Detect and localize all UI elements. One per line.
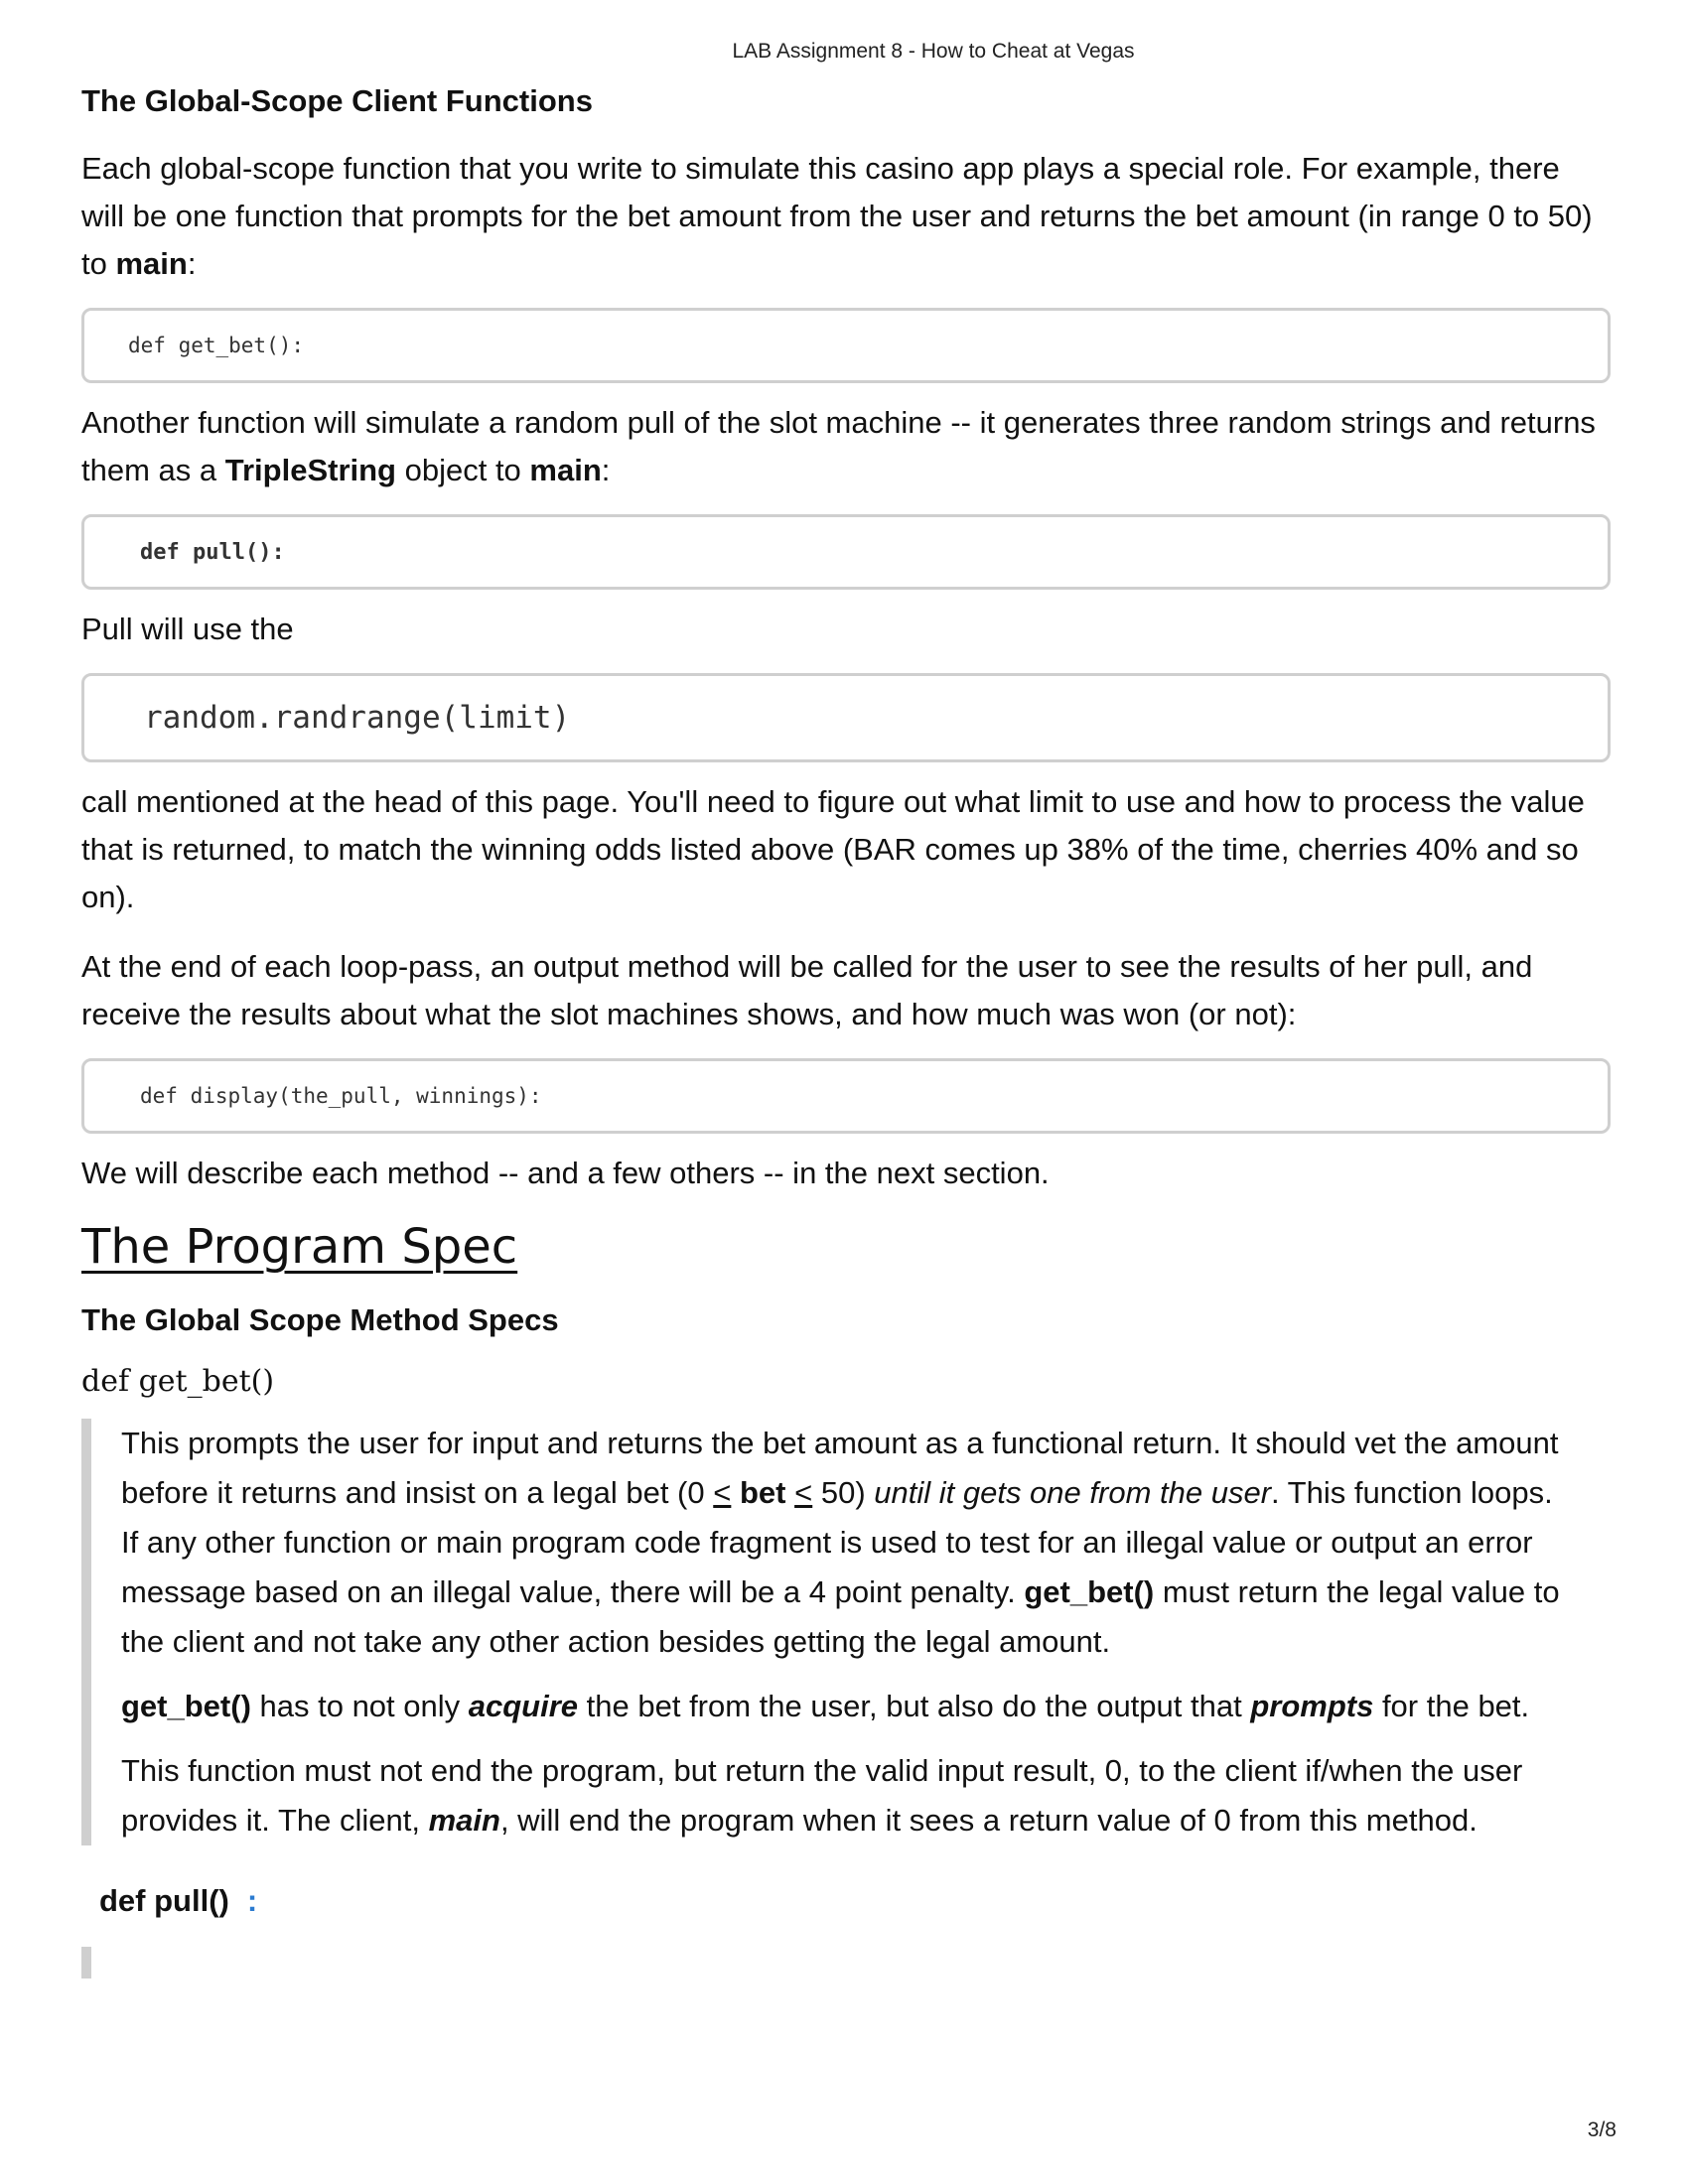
get-bet-para-2: [121, 1683, 1571, 1730]
prompts-term: prompts: [1250, 1689, 1374, 1723]
intro-colon: :: [187, 246, 197, 281]
acquire-term: acquire: [468, 1689, 579, 1723]
p1-text-a: This prompts the user for input and returns the bet amount as a functional return. It should vet the amount before it returns and insist on a legal bet (0: [121, 1426, 1559, 1510]
page-header: LAB Assignment 8 - How to Cheat at Vegas: [732, 40, 1135, 63]
p2-text-d: the bet from the user, but also do the output that: [578, 1689, 1251, 1723]
call-mentioned-paragraph: call mentioned at the head of this page. You'll need to figure out what limit to use and how to process the value that is returned, to match the winning odds listed above (BAR comes up 38% of the time, cherries 40% and so on).: [81, 784, 1585, 914]
pull-intro-text: Another function will simulate a random pull of the slot machine -- it generates three random strings and returns them as a: [81, 405, 1596, 487]
intro-main: main: [115, 246, 188, 281]
page-number: 3/8: [1587, 2118, 1617, 2141]
code-pull: def pull():: [140, 539, 285, 565]
le-symbol-1: <: [713, 1475, 732, 1510]
get-bet-signature: def get_bet(): [81, 1364, 275, 1399]
describe-paragraph: We will describe each method -- and a few others -- in the next section.: [81, 1156, 1050, 1190]
code-block-randrange: [81, 673, 1611, 762]
p1-text-d: 50): [812, 1475, 875, 1510]
blockquote-bar-stub: [81, 1947, 91, 1979]
p2-text-b: has to not only: [250, 1689, 469, 1723]
section-heading-client-functions: The Global-Scope Client Functions: [81, 83, 593, 118]
le-symbol-2: <: [794, 1475, 813, 1510]
p1-text-h: must return the legal value to the client and not take any other action besides getting the legal amount.: [121, 1574, 1560, 1659]
pull-signature: [99, 1883, 1611, 1919]
code-block-display: [81, 1058, 1611, 1134]
pull-intro-colon: :: [601, 453, 611, 487]
end-loop-paragraph: At the end of each loop-pass, an output method will be called for the user to see the results of her pull, and receive the results about what the slot machines shows, and how much was won (or not):: [81, 949, 1533, 1031]
pull-intro-text-2: object to: [396, 453, 530, 487]
intro-paragraph: [81, 145, 1611, 288]
pull-sig-text: def pull(): [99, 1883, 229, 1918]
p1-text-f: . This function loops. If any other function or main program code fragment is used to test for an illegal value or output an error message based on an illegal value, there will be a 4 point penalty.: [121, 1475, 1553, 1609]
p3-text-a: This function must not end the program, but return the valid input result, 0, to the client if/when the user provides it. The client,: [121, 1753, 1523, 1838]
pull-intro-paragraph: [81, 399, 1611, 494]
code-block-get-bet: [81, 308, 1611, 383]
get-bet-description: [81, 1419, 1571, 1845]
p2-get-bet-term: get_bet(): [121, 1689, 251, 1723]
program-spec-title: The Program Spec: [81, 1219, 518, 1275]
p1-space-1: [731, 1475, 740, 1510]
code-block-pull: [81, 514, 1611, 590]
p3-main-term: main: [428, 1803, 500, 1838]
pull-sig-colon: :: [246, 1883, 258, 1918]
document-body: [81, 83, 1611, 1979]
get-bet-para-3: [121, 1746, 1571, 1845]
get-bet-para-1: [121, 1419, 1571, 1667]
bet-term: bet: [739, 1475, 786, 1510]
code-randrange: random.randrange(limit): [144, 700, 571, 736]
section-heading-method-specs: The Global Scope Method Specs: [81, 1302, 559, 1337]
pull-intro-main: main: [529, 453, 602, 487]
p1-space-2: [785, 1475, 794, 1510]
p2-text-f: for the bet.: [1373, 1689, 1530, 1723]
p1-until-text: until it gets one from the user: [874, 1475, 1272, 1510]
intro-text: Each global-scope function that you write to simulate this casino app plays a special role. For example, there will be one function that prompts for the bet amount from the user and returns the bet amount (in range 0 to 50) to: [81, 151, 1593, 281]
code-display: def display(the_pull, winnings):: [140, 1084, 542, 1108]
code-get-bet: def get_bet():: [128, 334, 305, 357]
pull-use-paragraph: Pull will use the: [81, 612, 294, 646]
triplestring-term: TripleString: [224, 453, 396, 487]
p1-get-bet-term: get_bet(): [1024, 1574, 1155, 1609]
p3-text-c: , will end the program when it sees a return value of 0 from this method.: [499, 1803, 1477, 1838]
